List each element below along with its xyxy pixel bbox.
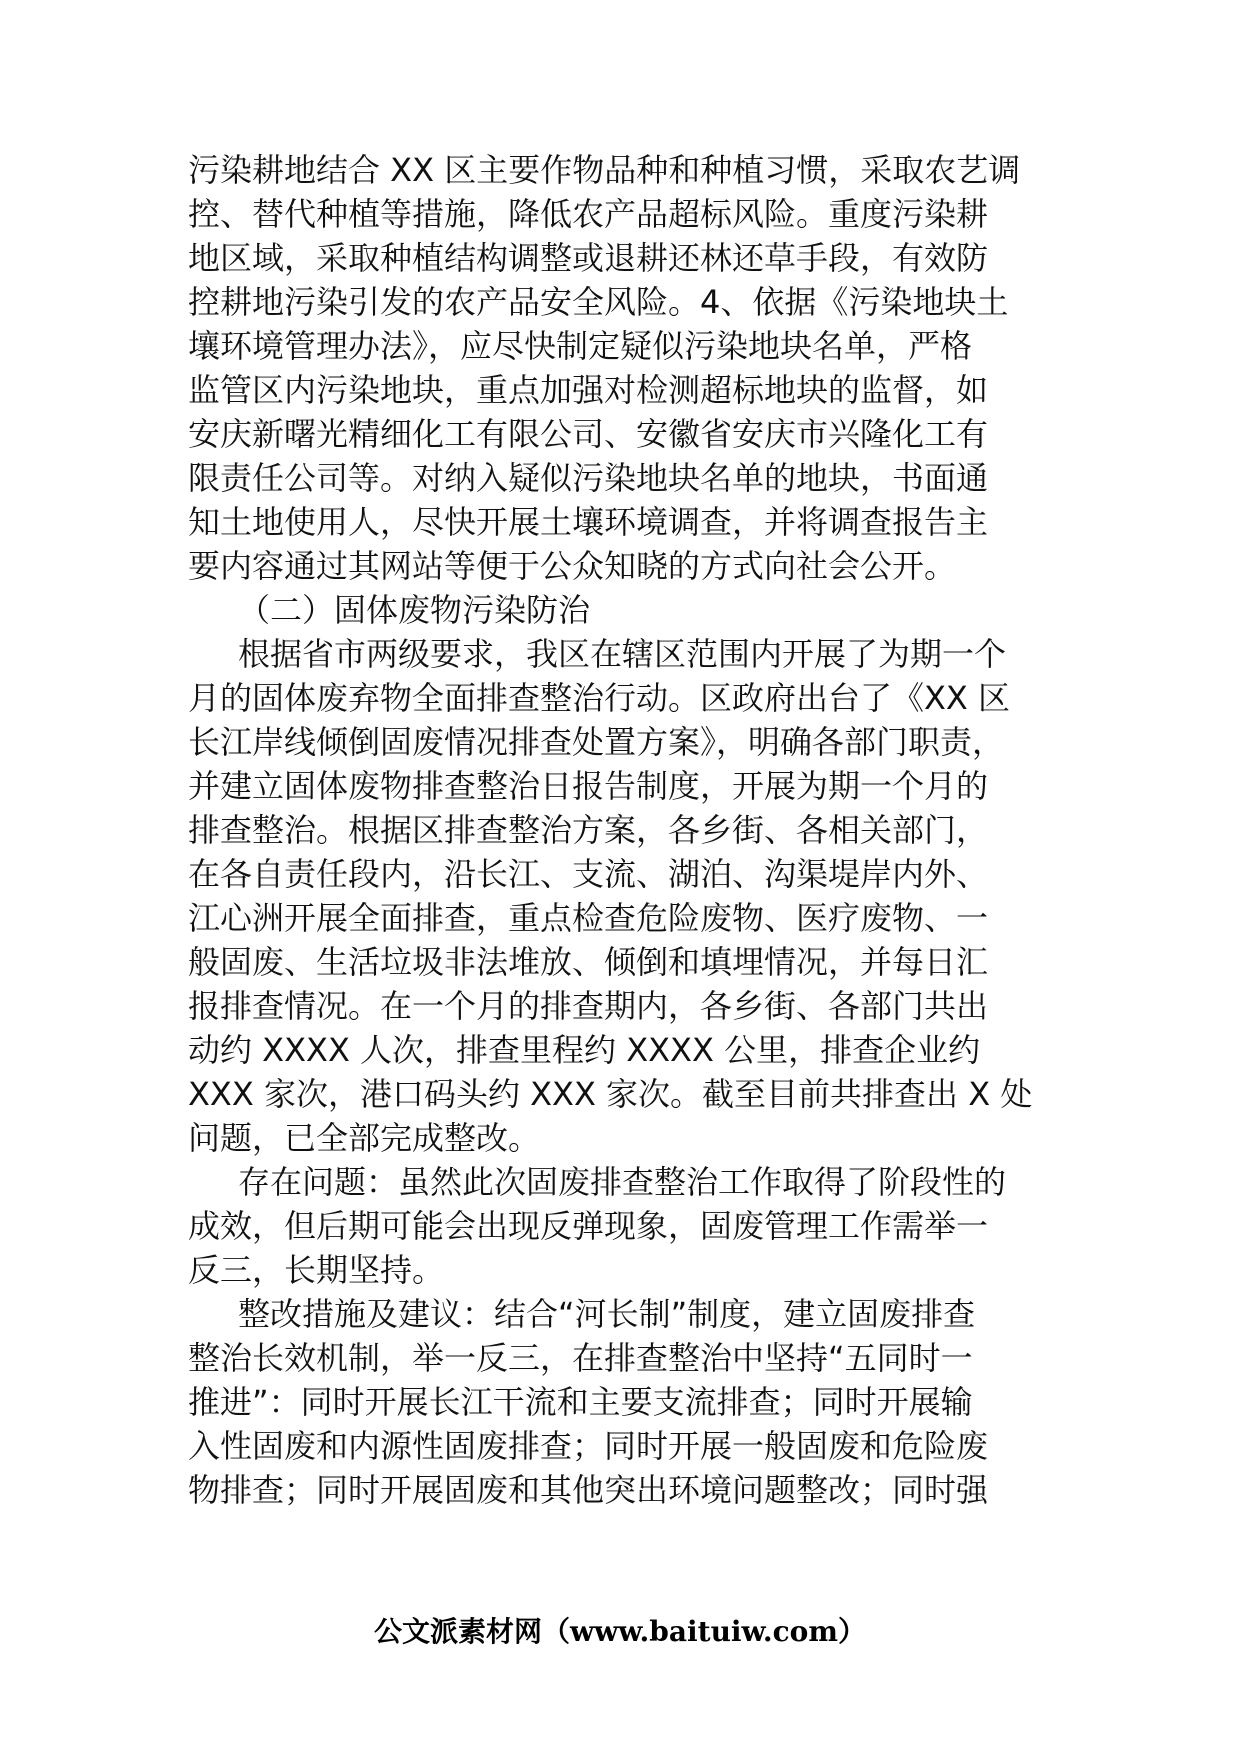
body-line: 问题，已全部完成整改。: [188, 1119, 541, 1157]
body-line: 报排查情况。在一个月的排查期内，各乡街、各部门共出: [188, 987, 989, 1025]
body-line: 入性固废和内源性固废排查；同时开展一般固废和危险废: [188, 1427, 989, 1465]
body-line: 要内容通过其网站等便于公众知晓的方式向社会公开。: [188, 547, 957, 585]
body-line: 成效，但后期可能会出现反弹现象，固废管理工作需举一: [188, 1207, 989, 1245]
body-line: 江心洲开展全面排查，重点检查危险废物、医疗废物、一: [188, 899, 989, 937]
document-body: [188, 148, 1058, 1512]
body-line: 在各自责任段内，沿长江、支流、湖泊、沟渠堤岸内外、: [188, 855, 989, 893]
body-line: 整治长效机制，举一反三，在排查整治中坚持“五同时一: [188, 1339, 973, 1377]
body-line: 般固废、生活垃圾非法堆放、倾倒和填埋情况，并每日汇: [188, 943, 989, 981]
body-line: XXX 家次，港口码头约 XXX 家次。截至目前共排查出 X 处: [188, 1075, 1033, 1113]
body-line: 地区域，采取种植结构调整或退耕还林还草手段，有效防: [188, 239, 989, 277]
body-line: 月的固体废弃物全面排查整治行动。区政府出台了《XX 区: [188, 679, 1011, 717]
body-line: 安庆新曙光精细化工有限公司、安徽省安庆市兴隆化工有: [188, 415, 989, 453]
body-line: 控耕地污染引发的农产品安全风险。4、依据《污染地块土: [188, 283, 1009, 321]
paragraph-first-line: 根据省市两级要求，我区在辖区范围内开展了为期一个: [238, 635, 1007, 673]
section-heading: （二）固体废物污染防治: [238, 591, 591, 629]
footer-watermark-text: 公文派素材网（www.baituiw.com）: [374, 1615, 866, 1648]
body-line: 反三，长期坚持。: [188, 1251, 445, 1289]
body-line: 推进”：同时开展长江干流和主要支流排查；同时开展输: [188, 1383, 973, 1421]
body-line: 控、替代种植等措施，降低农产品超标风险。重度污染耕: [188, 195, 989, 233]
body-line: 污染耕地结合 XX 区主要作物品种和种植习惯，采取农艺调: [188, 151, 1021, 189]
paragraph-first-line: 存在问题：虽然此次固废排查整治工作取得了阶段性的: [238, 1163, 1007, 1201]
body-line: 物排查；同时开展固废和其他突出环境问题整改；同时强: [188, 1471, 989, 1509]
body-line: 长江岸线倾倒固废情况排查处置方案》，明确各部门职责，: [188, 723, 1005, 761]
body-line: 监管区内污染地块，重点加强对检测超标地块的监督，如: [188, 371, 989, 409]
body-line: 限责任公司等。对纳入疑似污染地块名单的地块，书面通: [188, 459, 989, 497]
paragraph-first-line: 整改措施及建议：结合“河长制”制度，建立固废排查: [238, 1295, 976, 1333]
body-line: 知土地使用人，尽快开展土壤环境调查，并将调查报告主: [188, 503, 989, 541]
body-line: 动约 XXXX 人次，排查里程约 XXXX 公里，排查企业约: [188, 1031, 981, 1069]
body-line: 壤环境管理办法》，应尽快制定疑似污染地块名单，严格: [188, 327, 973, 365]
body-line: 排查整治。根据区排查整治方案，各乡街、各相关部门，: [188, 811, 989, 849]
body-line: 并建立固体废物排查整治日报告制度，开展为期一个月的: [188, 767, 989, 805]
